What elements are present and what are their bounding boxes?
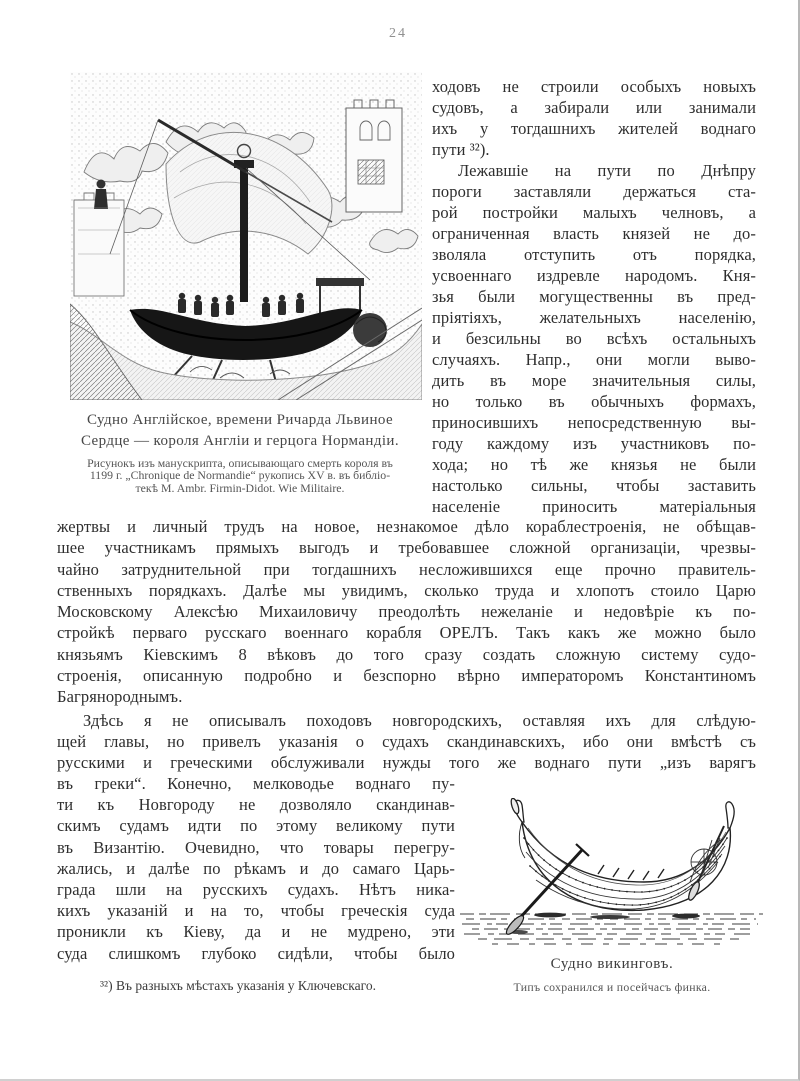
figure-caption-viking-sub: Типъ сохранился и посейчасъ финка. — [513, 980, 711, 994]
text-line: усвоеннаго издревле народомъ. Кня- — [432, 266, 756, 285]
text-line: судовъ, а забирали или занимали — [432, 98, 756, 117]
footnote: ³²) Въ разныхъ мѣстахъ указанія у Ключевскаго. — [100, 978, 376, 993]
text-line: въ Византію. Очевидно, что товары перегру- — [57, 837, 455, 857]
caption-line: Сердце — короля Англіи и герцога Нормандіи. — [80, 433, 400, 449]
text-line: случаяхъ. Напр., они могли выво- — [432, 350, 756, 369]
caption-line: Рисунокъ изъ манускрипта, описывающаго смерть короля въ — [87, 456, 393, 470]
text-line: кихъ указаній и на то, чтобы греческія суда — [57, 901, 455, 921]
text-line: зья были могущественны въ пред- — [432, 287, 756, 306]
figure-caption-english-ship — [58, 410, 422, 452]
text-line: ограниченная власть князей не до- — [432, 224, 756, 243]
text-line: Здѣсь я не описывалъ походовъ новгородскихъ, оставляя ихъ для слѣдую- — [83, 711, 756, 730]
text-line: но только въ обычныхъ формахъ, — [432, 392, 756, 411]
text-line: ственныхъ порядкахъ. Далѣе мы увидимъ, сколько труда и хлопотъ стоило Царю — [57, 580, 756, 600]
text-line: Московскому Алексѣю Михаиловичу преодолѣть нежеланіе и недовѣріе къ по- — [57, 602, 756, 622]
text-line: населеніе приносить матеріальныя — [432, 497, 756, 516]
text-line: пороги заставляли держаться ста- — [432, 182, 756, 201]
text-line: пути ³²). — [432, 140, 490, 159]
text-line: чайно затруднительной при тогдашнихъ несложившихся еще прочно правитель- — [57, 559, 756, 579]
text-line: приносившихъ непосредственную вы- — [432, 413, 756, 432]
text-line: настолько сильны, чтобы заставить — [432, 476, 756, 495]
text-line: жались, и далѣе по рѣкамъ и до самаго Царь- — [57, 858, 455, 878]
caption-line: текѣ M. Ambr. Firmin-Didot. Wie Militaire. — [135, 480, 345, 495]
page-number: 24 — [389, 26, 407, 41]
text-line: строенія, описанную подробно и безспорно вѣрно императоромъ Константиномъ — [57, 666, 756, 686]
text-line: ходовъ не строили особыхъ новыхъ — [432, 77, 756, 96]
figure-viking-boat-drawing — [458, 798, 765, 950]
text-line: въ греки“. Конечно, мелководье воднаго пу- — [57, 774, 455, 793]
right-column-text — [432, 76, 756, 517]
figure-caption-english-ship-source — [54, 457, 426, 494]
text-line: князьямъ Кіевскимъ 8 вѣковъ до того сразу создать сложную систему судо- — [57, 644, 756, 664]
text-line: зволяла отступить отъ порядка, — [432, 245, 756, 264]
text-line: рой постройки малыхъ челновъ, а — [432, 203, 756, 222]
caption-line: 1199 г. „Chronique de Normandie“ рукопись XV в. въ библіо- — [89, 468, 391, 483]
text-line: стройкѣ перваго русскаго военнаго корабля ОРЕЛЪ. Такъ какъ же можно было — [57, 623, 756, 643]
text-line: Лежавшіе на пути по Днѣпру — [458, 161, 756, 180]
text-line: щей главы, но привелъ указанія о судахъ скандинавскихъ, ибо они вмѣстѣ съ — [57, 732, 756, 751]
engraving-castle — [346, 100, 402, 212]
text-line: проникли къ Кіеву, да и не мудрено, эти — [57, 922, 455, 942]
text-line: града шли на русскихъ судахъ. Нѣтъ ника- — [57, 880, 455, 900]
caption-line: Судно Англійское, времени Ричарда Львиное — [86, 412, 394, 428]
text-line: русскими и греческими обслуживали нужды того же воднаго пути „изъ варягъ — [57, 753, 756, 772]
text-line: и безсильны во всѣхъ остальныхъ — [432, 329, 756, 348]
paragraph-novgorod-full — [57, 710, 756, 773]
paragraph-novgorod-left-column — [57, 773, 455, 964]
text-line: скимъ судамъ идти по этому великому пути — [57, 816, 455, 836]
text-line: пріятіяхъ, желательныхъ населенію, — [432, 308, 756, 327]
text-line: году каждому изъ участниковъ по- — [432, 434, 756, 453]
text-line: хода; но тѣ же князья не были — [432, 455, 756, 474]
text-line: суда слишкомъ глубоко сидѣли, чтобы было — [57, 943, 455, 963]
figure-english-ship-engraving — [70, 72, 422, 400]
text-line: дить въ море значительныя силы, — [432, 371, 756, 390]
paragraph-shipbuilding — [57, 516, 756, 708]
text-line: Багрянороднымъ. — [57, 687, 183, 707]
text-line: жертвы и личный трудъ на новое, незнакомое дѣло кораблестроенія, не обѣщав- — [57, 517, 756, 536]
figure-caption-viking-main: Судно викинговъ. — [550, 956, 674, 972]
text-line: шее участникамъ прямыхъ выгодъ и требовавшее сложной организаціи, чрезвы- — [57, 538, 756, 558]
text-line: ихъ у тогдашнихъ жителей воднаго — [432, 119, 756, 138]
text-line: ти къ Новгороду не дозволяло скандинав- — [57, 795, 455, 815]
